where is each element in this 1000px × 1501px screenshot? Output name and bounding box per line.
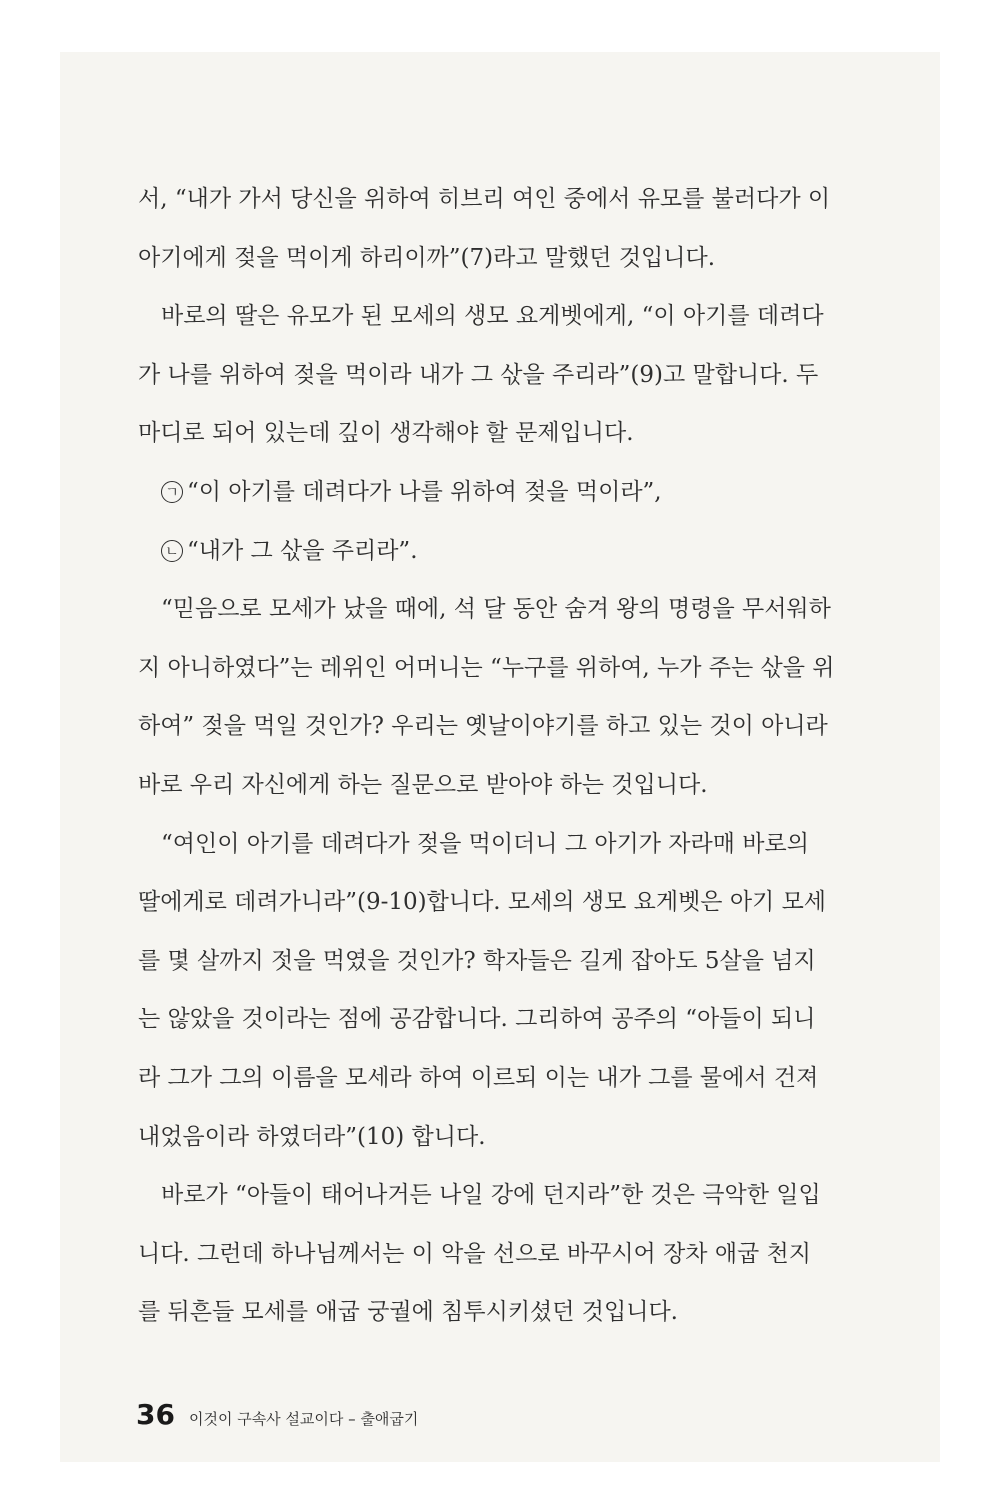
text-line: 하여” 젖을 먹일 것인가? 우리는 옛날이야기를 하고 있는 것이 아니라	[138, 713, 828, 740]
text-line: “여인이 아기를 데려다가 젖을 먹이더니 그 아기가 자라매 바로의	[161, 830, 809, 857]
text-line: 를 몇 살까지 젓을 먹였을 것인가? 학자들은 길게 잡아도 5살을 넘지	[138, 947, 816, 974]
text-line: “믿음으로 모세가 났을 때에, 석 달 동안 숨겨 왕의 명령을 무서워하	[161, 596, 831, 623]
quote-item-b	[138, 522, 888, 581]
text-line: 아기에게 젖을 먹이게 하리이까”(7)라고 말했던 것입니다.	[138, 244, 716, 271]
text-line: 서, “내가 가서 당신을 위하여 히브리 여인 중에서 유모를 불러다가 이	[138, 186, 831, 212]
text-line: 라 그가 그의 이름을 모세라 하여 이르되 이는 내가 그를 물에서 건져	[138, 1064, 819, 1091]
text-line: 지 아니하였다”는 레위인 어머니는 “누구를 위하여, 누가 주는 삯을 위	[138, 654, 835, 681]
body-text	[138, 170, 888, 1342]
book-page	[60, 52, 940, 1462]
text-line: 바로 우리 자신에게 하는 질문으로 받아야 하는 것입니다.	[138, 771, 708, 798]
page-number: 36	[136, 1398, 175, 1431]
book-title: 이것이 구속사 설교이다 – 출애굽기	[188, 1410, 419, 1428]
circled-giyeok-marker: ㄱ	[161, 481, 183, 503]
quote-item-text: “이 아기를 데려다가 나를 위하여 젖을 먹이라”,	[187, 478, 662, 505]
text-line: 바로의 딸은 유모가 된 모세의 생모 요게벳에게, “이 아기를 데려다	[161, 303, 824, 330]
circled-nieun-marker: ㄴ	[161, 540, 183, 562]
text-line: 딸에게로 데려가니라”(9-10)합니다. 모세의 생모 요게벳은 아기 모세	[138, 889, 827, 916]
quote-item-a	[138, 463, 888, 522]
text-line: 를 뒤흔들 모세를 애굽 궁궐에 침투시키셨던 것입니다.	[138, 1299, 678, 1326]
text-line: 내었음이라 하였더라”(10) 합니다.	[138, 1123, 486, 1150]
text-line: 가 나를 위하여 젖을 먹이라 내가 그 삯을 주리라”(9)고 말합니다. 두	[138, 361, 819, 388]
text-line: 니다. 그런데 하나님께서는 이 악을 선으로 바꾸시어 장차 애굽 천지	[138, 1240, 811, 1267]
page-footer	[136, 1398, 418, 1431]
quote-item-text: “내가 그 삯을 주리라”.	[187, 537, 418, 564]
text-line: 는 않았을 것이라는 점에 공감합니다. 그리하여 공주의 “아들이 되니	[138, 1006, 816, 1033]
text-line: 바로가 “아들이 태어나거든 나일 강에 던지라”한 것은 극악한 일입	[161, 1182, 821, 1209]
text-line: 마디로 되어 있는데 깊이 생각해야 할 문제입니다.	[138, 420, 634, 447]
